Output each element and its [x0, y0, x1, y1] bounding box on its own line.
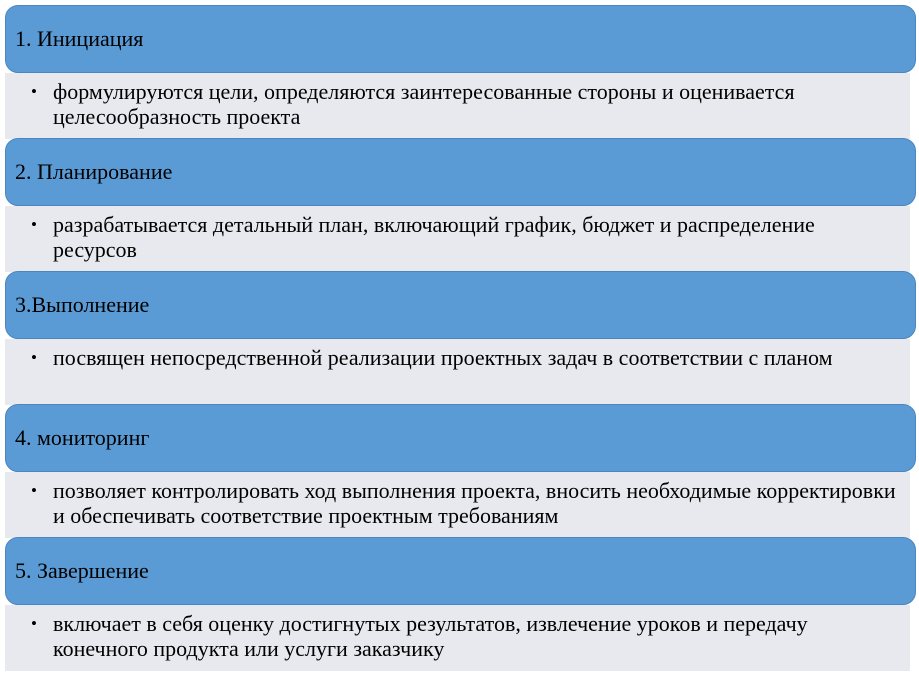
phase-body — [5, 73, 910, 139]
bullet-icon: • — [31, 481, 37, 500]
bullet-icon: • — [31, 348, 37, 367]
phase-title: 2. Планирование — [15, 159, 173, 184]
phase-title: 4. мониторинг — [15, 425, 150, 450]
list-item — [31, 478, 902, 528]
phase-body — [5, 472, 910, 538]
phase-header — [5, 537, 916, 605]
list-item — [31, 212, 902, 262]
phase-body — [5, 206, 910, 272]
phase-body — [5, 605, 910, 671]
list-item — [31, 79, 902, 129]
phase-body — [5, 339, 910, 405]
phase-monitoring — [0, 404, 919, 538]
phase-execution — [0, 271, 919, 405]
phase-description: позволяет контролировать ход выполнения проекта, вносить необходимые корректировки и обеспечивать соответствие проектным требованиям — [53, 478, 896, 528]
phase-planning — [0, 138, 919, 272]
bullet-icon: • — [31, 614, 37, 633]
phase-description: разрабатывается детальный план, включающий график, бюджет и распределение ресурсов — [53, 212, 815, 262]
phase-completion — [0, 537, 919, 671]
phase-description: формулируются цели, определяются заинтересованные стороны и оценивается целесообразность проекта — [53, 79, 795, 129]
list-item — [31, 611, 902, 661]
phase-description: посвящен непосредственной реализации проектных задач в соответствии с планом — [53, 345, 833, 370]
list-item — [31, 345, 902, 370]
phase-header — [5, 271, 916, 339]
phase-description: включает в себя оценку достигнутых результатов, извлечение уроков и передачу конечного продукта или услуги заказчику — [53, 611, 808, 661]
phase-initiation — [0, 5, 919, 139]
phase-header — [5, 5, 916, 73]
bullet-icon: • — [31, 82, 37, 101]
bullet-icon: • — [31, 215, 37, 234]
phase-header — [5, 138, 916, 206]
phase-title: 5. Завершение — [15, 558, 149, 583]
phase-header — [5, 404, 916, 472]
phase-title: 3.Выполнение — [15, 292, 150, 317]
phase-title: 1. Инициация — [15, 26, 144, 51]
